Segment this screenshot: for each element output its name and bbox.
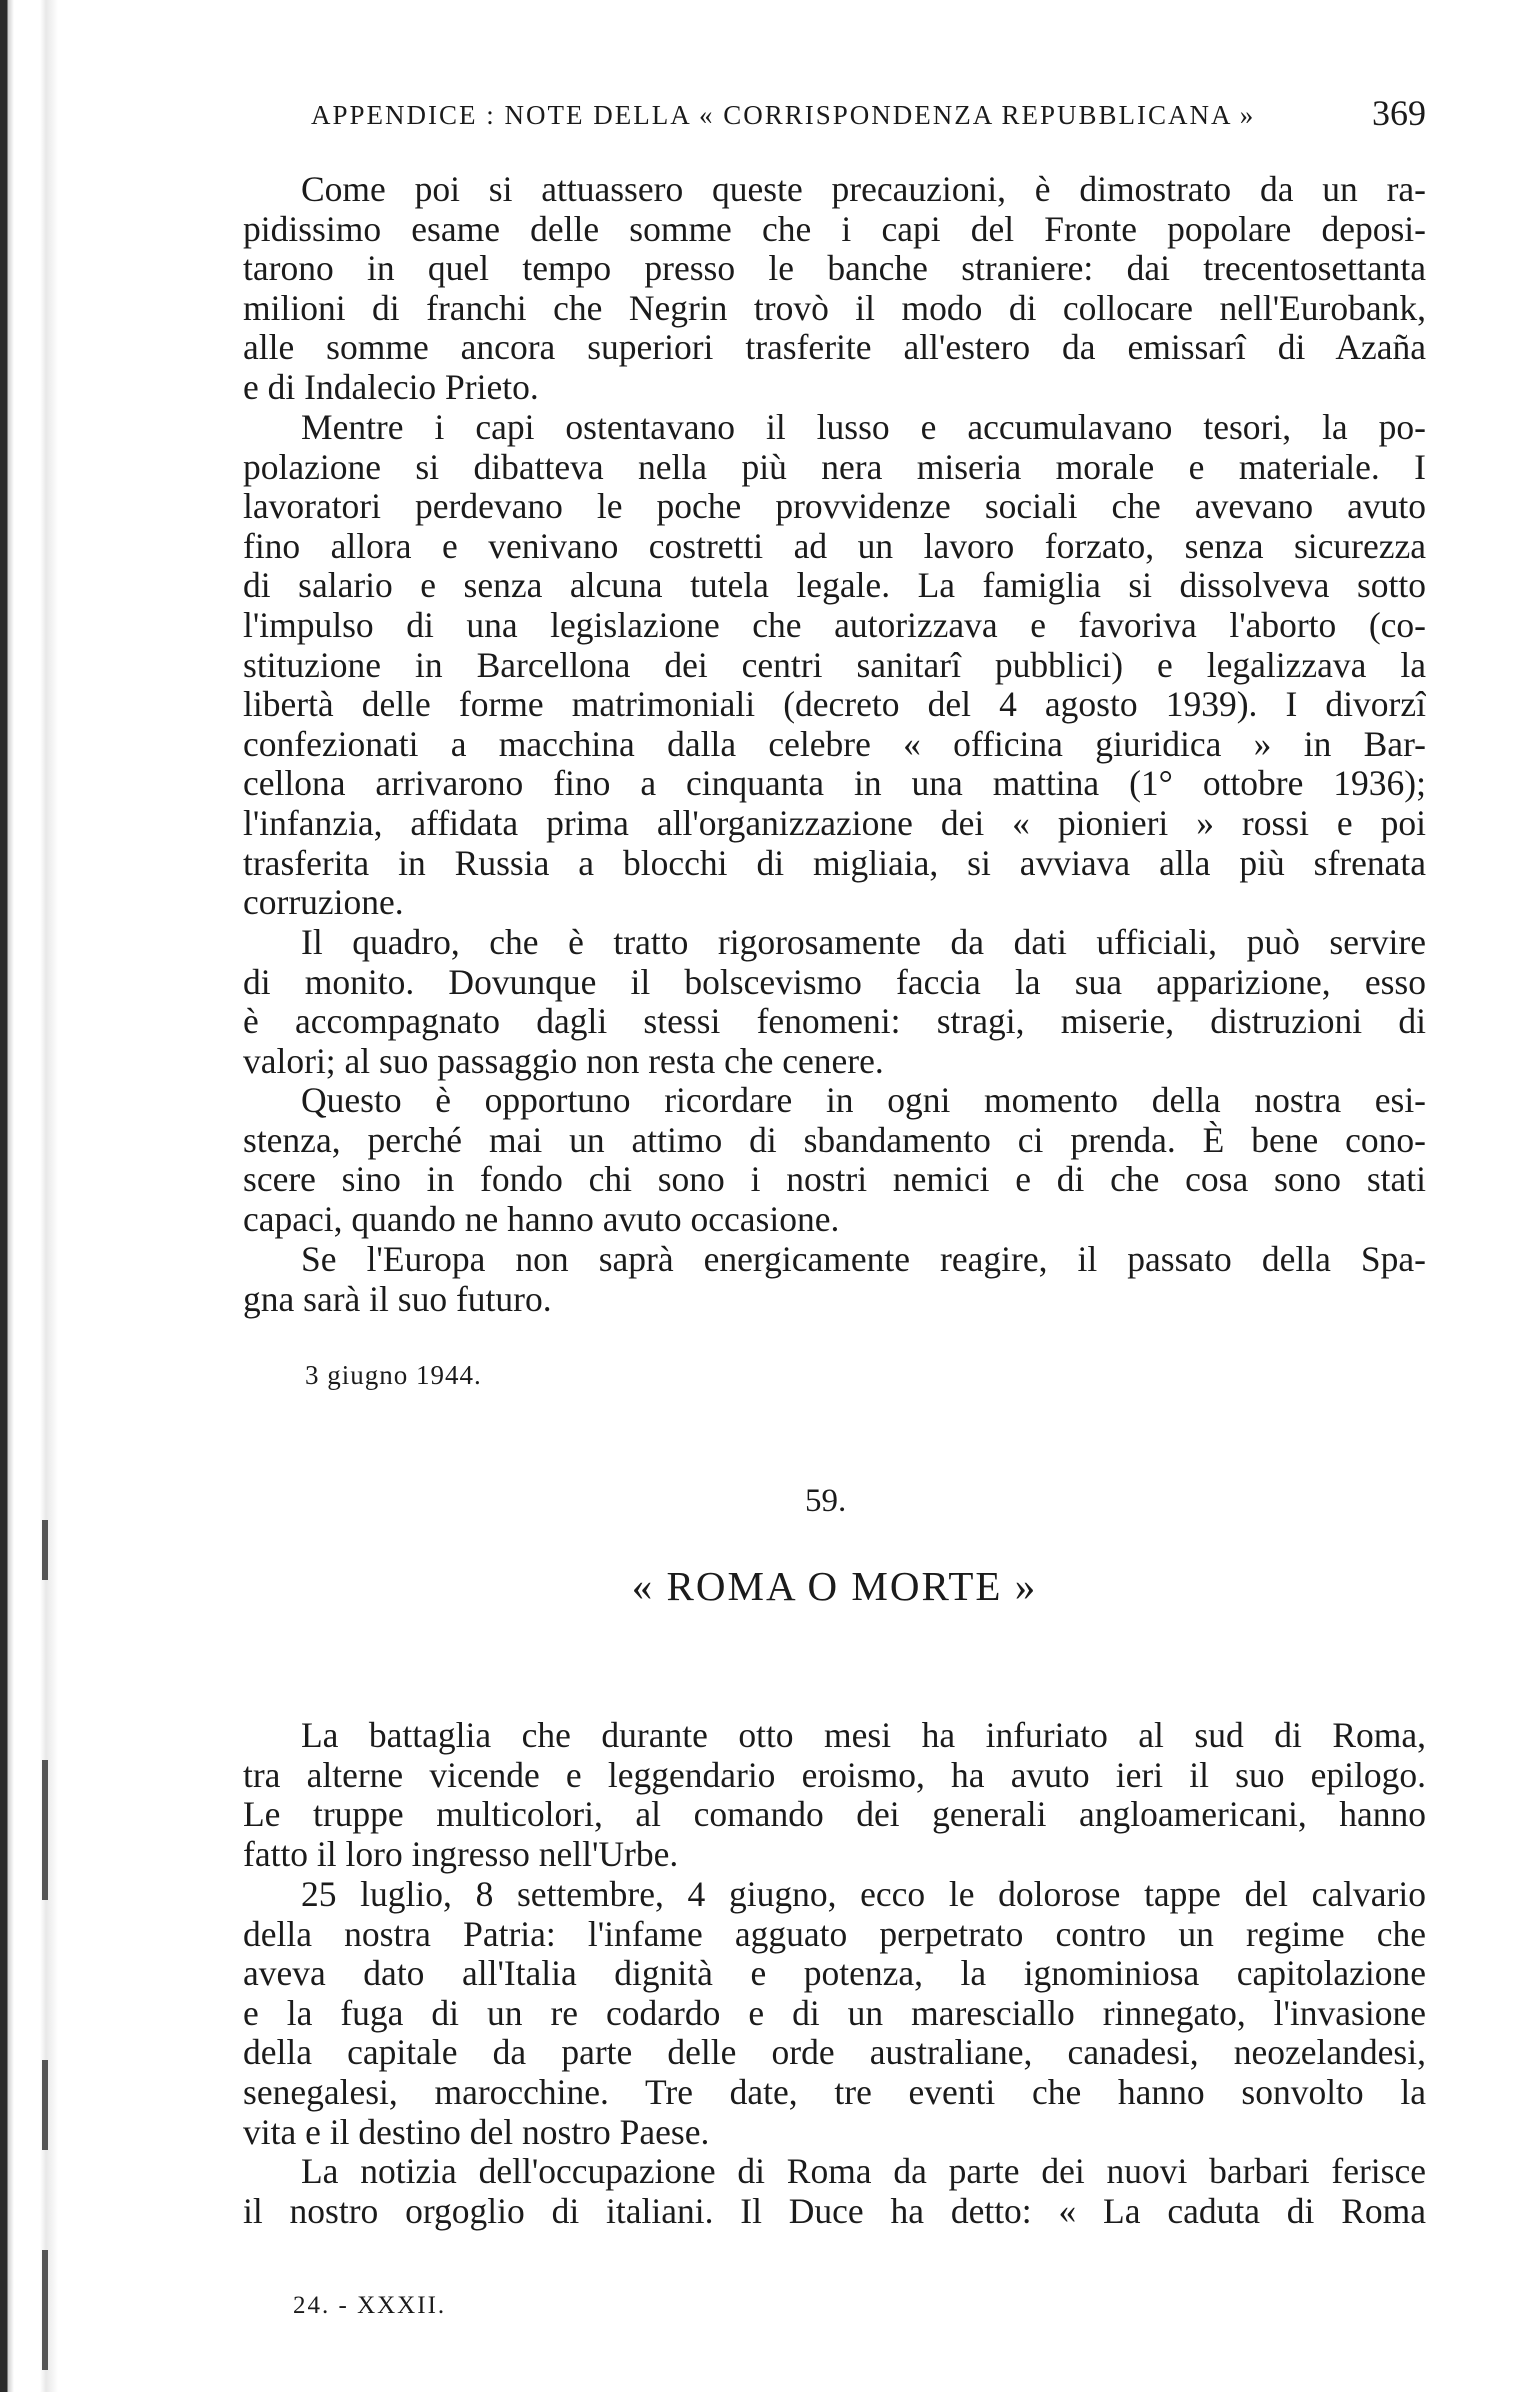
paragraph bbox=[243, 1875, 1426, 2152]
text-line: stenza, perché mai un attimo di sbandamento ci prenda. È bene cono- bbox=[243, 1120, 1426, 1160]
scan-mark bbox=[42, 1520, 48, 1580]
text-line: Il quadro, che è tratto rigorosamente da dati ufficiali, può servire bbox=[301, 923, 1426, 962]
text-line: La battaglia che durante otto mesi ha infuriato al sud di Roma, bbox=[301, 1716, 1426, 1755]
paragraph bbox=[243, 1240, 1426, 1319]
text-line: gna sarà il suo futuro. bbox=[243, 1279, 552, 1319]
text-line: vita e il destino del nostro Paese. bbox=[243, 2112, 710, 2152]
paragraph bbox=[243, 2152, 1426, 2231]
paragraph bbox=[243, 1716, 1426, 1874]
text-line: della capitale da parte delle orde australiane, canadesi, neozelandesi, bbox=[243, 2033, 1426, 2073]
text-line: trasferita in Russia a blocchi di migliaia, si avviava alla più sfrenata bbox=[243, 843, 1426, 883]
text-line: aveva dato all'Italia dignità e potenza, la ignominiosa capitolazione bbox=[243, 1954, 1426, 1994]
text-line: pidissimo esame delle somme che i capi del Fronte popolare deposi- bbox=[243, 209, 1426, 249]
article-date: 3 giugno 1944. bbox=[305, 1360, 482, 1390]
text-line: l'infanzia, affidata prima all'organizzazione dei « pionieri » rossi e poi bbox=[243, 803, 1426, 843]
text-line: di monito. Dovunque il bolscevismo faccia la sua apparizione, esso bbox=[243, 962, 1426, 1002]
text-line: capaci, quando ne hanno avuto occasione. bbox=[243, 1199, 840, 1239]
text-line: della nostra Patria: l'infame agguato perpetrato contro un regime che bbox=[243, 1914, 1426, 1954]
text-line: tarono in quel tempo presso le banche straniere: dai trecentosettanta bbox=[243, 249, 1426, 289]
text-line: di salario e senza alcuna tutela legale. La famiglia si dissolveva sotto bbox=[243, 566, 1426, 606]
book-spine-shadow bbox=[0, 0, 58, 2392]
text-line: libertà delle forme matrimoniali (decreto del 4 agosto 1939). I divorzî bbox=[243, 685, 1426, 725]
scan-mark bbox=[42, 2060, 48, 2150]
signature-mark: 24. - XXXII. bbox=[293, 2292, 447, 2319]
text-line: lavoratori perdevano le poche provvidenze sociali che avevano avuto bbox=[243, 487, 1426, 527]
text-line: 25 luglio, 8 settembre, 4 giugno, ecco le dolorose tappe del calvario bbox=[301, 1875, 1426, 1914]
text-line: fatto il loro ingresso nell'Urbe. bbox=[243, 1834, 679, 1874]
text-line: cellona arrivarono fino a cinquanta in una mattina (1° ottobre 1936); bbox=[243, 764, 1426, 804]
text-line: corruzione. bbox=[243, 883, 404, 923]
text-line: e di Indalecio Prieto. bbox=[243, 367, 539, 407]
running-title: APPENDICE : NOTE DELLA « CORRISPONDENZA REPUBBLICANA » bbox=[311, 100, 1256, 130]
text-line: Come poi si attuassero queste precauzioni, è dimostrato da un ra- bbox=[301, 170, 1426, 209]
paragraph bbox=[243, 170, 1426, 408]
text-line: Se l'Europa non saprà energicamente reagire, il passato della Spa- bbox=[301, 1240, 1426, 1279]
text-line: è accompagnato dagli stessi fenomeni: stragi, miserie, distruzioni di bbox=[243, 1002, 1426, 1042]
text-line: scere sino in fondo chi sono i nostri nemici e di che cosa sono stati bbox=[243, 1160, 1426, 1200]
scan-mark bbox=[42, 1760, 48, 1900]
text-line: confezionati a macchina dalla celebre « officina giuridica » in Bar- bbox=[243, 724, 1426, 764]
section-title: « ROMA O MORTE » bbox=[631, 1563, 1038, 1609]
text-line: valori; al suo passaggio non resta che cenere. bbox=[243, 1041, 884, 1081]
text-line: e la fuga di un re codardo e di un maresciallo rinnegato, l'invasione bbox=[243, 1993, 1426, 2033]
text-line: Questo è opportuno ricordare in ogni momento della nostra esi- bbox=[301, 1081, 1426, 1120]
running-header bbox=[311, 93, 1426, 133]
text-line: stituzione in Barcellona dei centri sanitarî pubblici) e legalizzava la bbox=[243, 645, 1426, 685]
text-line: polazione si dibatteva nella più nera miseria morale e materiale. I bbox=[243, 447, 1426, 487]
text-line: l'impulso di una legislazione che autorizzava e favoriva l'aborto (co- bbox=[243, 605, 1426, 645]
paragraph bbox=[243, 923, 1426, 1081]
section-number: 59. bbox=[805, 1483, 847, 1519]
page-number: 369 bbox=[1372, 93, 1426, 133]
text-line: Mentre i capi ostentavano il lusso e accumulavano tesori, la po- bbox=[301, 408, 1426, 447]
text-line: tra alterne vicende e leggendario eroismo, ha avuto ieri il suo epilogo. bbox=[243, 1755, 1426, 1795]
book-page bbox=[243, 0, 1426, 2392]
text-line: Le truppe multicolori, al comando dei generali angloamericani, hanno bbox=[243, 1795, 1426, 1835]
text-line: il nostro orgoglio di italiani. Il Duce ha detto: « La caduta di Roma bbox=[243, 2191, 1426, 2231]
text-line: La notizia dell'occupazione di Roma da parte dei nuovi barbari ferisce bbox=[301, 2152, 1426, 2191]
text-line: fino allora e venivano costretti ad un lavoro forzato, senza sicurezza bbox=[243, 526, 1426, 566]
text-line: senegalesi, marocchine. Tre date, tre eventi che hanno sonvolto la bbox=[243, 2072, 1426, 2112]
scan-mark bbox=[42, 2250, 48, 2370]
text-line: milioni di franchi che Negrin trovò il modo di collocare nell'Eurobank, bbox=[243, 288, 1426, 328]
text-line: alle somme ancora superiori trasferite all'estero da emissarî di Azaña bbox=[243, 328, 1426, 368]
paragraph bbox=[243, 1081, 1426, 1239]
paragraph bbox=[243, 408, 1426, 923]
